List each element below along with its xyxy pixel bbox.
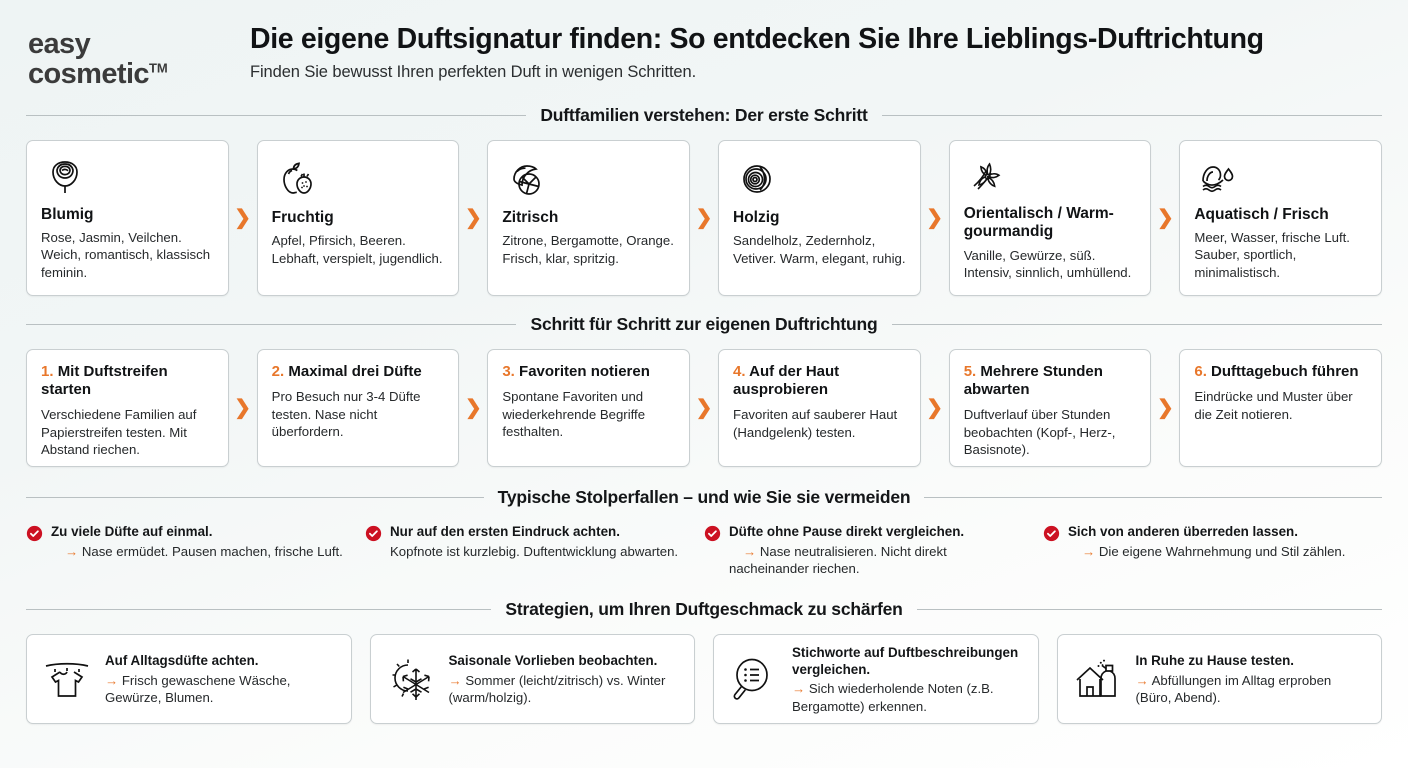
rule-right xyxy=(892,324,1382,325)
arrow-right-icon: → xyxy=(65,543,79,559)
step-title xyxy=(733,363,906,399)
section-header-steps xyxy=(20,314,1388,335)
rose-icon xyxy=(41,153,214,201)
step-number: 6. xyxy=(1194,363,1207,381)
rule-left xyxy=(26,324,516,325)
step-number: 2. xyxy=(271,363,285,381)
check-circle-icon xyxy=(365,525,382,542)
step-number: 4. xyxy=(733,363,746,381)
step-card-1[interactable] xyxy=(26,349,229,467)
section-title-pitfalls: Typische Stolperfallen – und wie Sie sie vermeiden xyxy=(497,487,911,508)
strategy-fix xyxy=(792,680,1024,715)
family-desc: Zitrone, Bergamotte, Orange. Frisch, klar, spritzig. xyxy=(502,233,674,266)
strategy-card-zu-hause[interactable] xyxy=(1057,634,1383,724)
chevron-right-icon-3: ❯ xyxy=(695,207,713,230)
pitfall-title: Düfte ohne Pause direkt vergleichen. xyxy=(729,524,965,540)
pitfall-body xyxy=(1068,523,1345,560)
strategy-fix-text: Frisch gewaschene Wäsche, Gewürze, Blumen. xyxy=(105,672,291,706)
family-desc: Apfel, Pfirsich, Beeren. Lebhaft, verspielt, jugendlich. xyxy=(271,233,443,266)
rule-left xyxy=(26,609,491,610)
wood-rings-icon xyxy=(733,153,906,205)
step-title xyxy=(272,363,445,381)
pitfall-title: Nur auf den ersten Eindruck achten. xyxy=(390,524,620,540)
pitfalls-row xyxy=(20,523,1388,577)
family-card-fruchtig[interactable] xyxy=(257,140,460,296)
strategy-card-saisonale[interactable] xyxy=(370,634,696,724)
family-card-zitrisch[interactable] xyxy=(487,140,690,296)
section-title-strategies: Strategien, um Ihren Duftgeschmack zu schärfen xyxy=(505,599,903,620)
step-title xyxy=(1194,363,1367,381)
magnifier-list-icon xyxy=(728,656,780,702)
arrow-right-icon: → xyxy=(448,672,462,688)
step-label: Mit Duftstreifen starten xyxy=(41,363,168,399)
strategy-card-stichworte[interactable] xyxy=(713,634,1039,724)
section-header-families xyxy=(20,105,1388,126)
step-number: 1. xyxy=(41,363,54,381)
pitfall-item-4 xyxy=(1043,523,1382,577)
strategies-row xyxy=(20,634,1388,724)
pitfall-body xyxy=(729,523,1021,577)
section-title-families: Duftfamilien verstehen: Der erste Schritt xyxy=(540,105,868,126)
step-card-6[interactable] xyxy=(1179,349,1382,467)
pitfall-title: Zu viele Düfte auf einmal. xyxy=(51,524,213,540)
step-label: Mehrere Stunden abwarten xyxy=(963,363,1103,399)
strategy-title: Saisonale Vorlieben beobachten. xyxy=(448,653,658,669)
brand-trademark: TM xyxy=(148,59,168,75)
step-card-4[interactable] xyxy=(718,349,921,467)
family-desc: Sandelholz, Zedernholz, Vetiver. Warm, elegant, ruhig. xyxy=(733,233,906,266)
step-desc: Verschiedene Familien auf Papierstreifen testen. Mit Abstand riechen. xyxy=(41,407,197,457)
chevron-right-icon-2: ❯ xyxy=(464,207,482,230)
family-card-row xyxy=(20,140,1388,296)
step-card-3[interactable] xyxy=(487,349,690,467)
section-header-pitfalls xyxy=(20,487,1388,508)
family-desc: Vanille, Gewürze, süß. Intensiv, sinnlich, umhüllend. xyxy=(963,247,1132,281)
strategy-fix xyxy=(1136,672,1368,707)
strategy-body xyxy=(792,644,1024,716)
steps-card-row xyxy=(20,349,1388,467)
step-desc: Duftverlauf über Stunden beobachten (Kopf-, Herz-, Basisnote). xyxy=(963,407,1116,457)
chevron-right-icon-s2: ❯ xyxy=(464,397,482,420)
vanilla-flower-icon xyxy=(964,153,1137,201)
strategy-fix xyxy=(105,672,337,707)
pitfall-fix xyxy=(1068,543,1345,560)
arrow-right-icon: → xyxy=(105,672,119,688)
check-circle-icon xyxy=(26,525,43,542)
chevron-right-icon-5: ❯ xyxy=(1156,207,1174,230)
rule-left xyxy=(26,115,526,116)
family-card-blumig[interactable] xyxy=(26,140,229,296)
chevron-right-icon-s5: ❯ xyxy=(1156,397,1174,420)
strategy-fix-text: Sich wiederholende Noten (z.B. Bergamotte) erkennen. xyxy=(792,681,994,714)
chevron-right-icon-s4: ❯ xyxy=(926,397,944,420)
family-title: Holzig xyxy=(733,209,780,227)
strategy-fix-text: Abfüllungen im Alltag erproben (Büro, Abend). xyxy=(1135,672,1332,706)
page-title: Die eigene Duftsignatur finden: So entdecken Sie Ihre Lieblings-Duftrichtung xyxy=(250,23,1264,55)
wave-droplet-icon xyxy=(1194,153,1367,201)
strategy-fix xyxy=(449,672,681,707)
rule-right xyxy=(882,115,1382,116)
arrow-right-icon: → xyxy=(792,681,806,697)
brand-logo xyxy=(28,22,228,89)
step-number: 3. xyxy=(502,363,515,381)
family-card-orientalisch[interactable] xyxy=(949,140,1152,296)
step-card-2[interactable] xyxy=(257,349,460,467)
rule-right xyxy=(924,497,1382,498)
section-title-steps: Schritt für Schritt zur eigenen Duftrichtung xyxy=(530,314,878,335)
strategy-title: Auf Alltagsdüfte achten. xyxy=(105,653,259,669)
arrow-right-icon: → xyxy=(1082,543,1096,559)
pitfall-item-3 xyxy=(704,523,1043,577)
page-subtitle: Finden Sie bewusst Ihren perfekten Duft in wenigen Schritten. xyxy=(250,63,697,82)
rule-right xyxy=(917,609,1382,610)
step-desc: Spontane Favoriten und wiederkehrende Begriffe festhalten. xyxy=(502,389,646,439)
pitfall-body xyxy=(390,523,678,560)
arrow-right-icon: → xyxy=(1135,672,1149,688)
chevron-right-icon-1: ❯ xyxy=(234,207,252,230)
strategy-title: Stichworte auf Duftbeschreibungen vergleichen. xyxy=(792,644,1019,677)
strategy-card-alltagsduefte[interactable] xyxy=(26,634,352,724)
step-title xyxy=(502,363,675,381)
chevron-right-icon-4: ❯ xyxy=(926,207,944,230)
strategy-title: In Ruhe zu Hause testen. xyxy=(1135,653,1294,669)
laundry-shirt-icon xyxy=(41,656,93,702)
pitfall-fix xyxy=(390,543,678,560)
strategy-body xyxy=(449,652,681,706)
pitfall-item-1 xyxy=(26,523,365,577)
strategy-fix-text: Sommer (leicht/zitrisch) vs. Winter (warm/holzig). xyxy=(448,672,666,706)
step-desc: Eindrücke und Muster über die Zeit notieren. xyxy=(1194,389,1353,422)
apple-strawberry-icon xyxy=(272,153,445,205)
family-title: Orientalisch / Warm-gourmandig xyxy=(963,205,1114,241)
family-title: Blumig xyxy=(41,205,94,223)
family-desc: Meer, Wasser, frische Luft. Sauber, sportlich, minimalistisch. xyxy=(1194,229,1350,280)
step-desc: Pro Besuch nur 3-4 Düfte testen. Nase nicht überfordern. xyxy=(271,389,421,439)
house-spray-icon xyxy=(1072,656,1124,702)
pitfall-item-2 xyxy=(365,523,704,577)
family-title: Zitrisch xyxy=(502,209,559,227)
pitfall-fix-text: Nase neutralisieren. Nicht direkt nacheinander riechen. xyxy=(729,543,947,576)
strategy-body xyxy=(105,652,337,706)
title-block xyxy=(228,22,1264,82)
page-header xyxy=(20,0,1388,89)
family-title: Fruchtig xyxy=(271,209,334,227)
pitfall-fix-text: Nase ermüdet. Pausen machen, frische Luft. xyxy=(81,543,343,559)
step-label: Auf der Haut ausprobieren xyxy=(733,363,840,399)
pitfall-fix-text: Kopfnote ist kurzlebig. Duftentwicklung abwarten. xyxy=(390,543,679,559)
step-label: Favoriten notieren xyxy=(519,363,650,381)
check-circle-icon xyxy=(704,525,721,542)
brand-line-2-text: cosmetic xyxy=(28,57,149,90)
step-label: Dufttagebuch führen xyxy=(1211,363,1359,381)
step-card-5[interactable] xyxy=(949,349,1152,467)
pitfall-fix xyxy=(51,543,343,560)
pitfall-body xyxy=(51,523,343,560)
pitfall-title: Sich von anderen überreden lassen. xyxy=(1068,524,1298,540)
pitfall-fix xyxy=(729,543,1021,578)
step-title xyxy=(41,363,214,399)
brand-line-2 xyxy=(28,57,228,90)
chevron-right-icon-s1: ❯ xyxy=(234,397,252,420)
family-title: Aquatisch / Frisch xyxy=(1194,205,1329,223)
rule-left xyxy=(26,497,484,498)
step-number: 5. xyxy=(963,363,977,381)
step-label: Maximal drei Düfte xyxy=(288,363,422,381)
arrow-right-icon: → xyxy=(743,543,757,559)
family-card-aquatisch[interactable] xyxy=(1179,140,1382,296)
family-card-holzig[interactable] xyxy=(718,140,921,296)
strategy-body xyxy=(1136,652,1368,706)
step-title xyxy=(964,363,1137,399)
chevron-right-icon-s3: ❯ xyxy=(695,397,713,420)
step-desc: Favoriten auf sauberer Haut (Handgelenk) testen. xyxy=(733,407,898,440)
brand-line-1: easy xyxy=(28,28,91,60)
sun-snowflake-icon xyxy=(385,656,437,702)
pitfall-fix-text: Die eigene Wahrnehmung und Stil zählen. xyxy=(1098,543,1346,559)
section-header-strategies xyxy=(20,599,1388,620)
family-desc: Rose, Jasmin, Veilchen. Weich, romantisch, klassisch feminin. xyxy=(41,229,211,280)
check-circle-icon xyxy=(1043,525,1060,542)
lemon-icon xyxy=(502,153,675,205)
